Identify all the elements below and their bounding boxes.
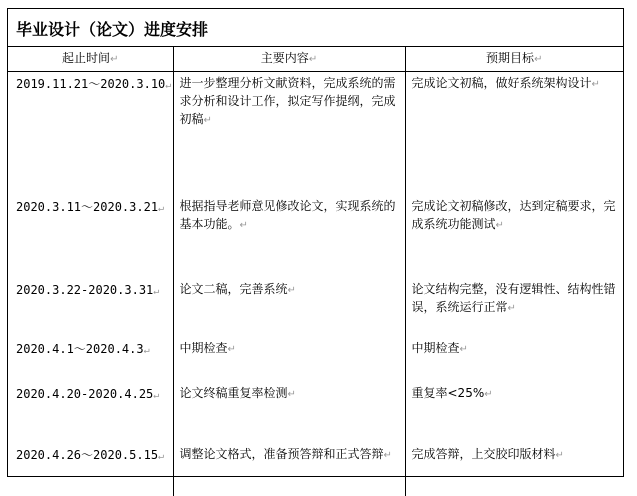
period-cell: [8, 278, 173, 337]
return-mark: ↵: [143, 345, 150, 356]
content-text: 中期检查: [179, 341, 228, 355]
header-content: [173, 47, 405, 72]
goal-text: 重复率<25%: [411, 386, 485, 400]
return-mark: ↵: [591, 79, 600, 90]
return-mark: ↵: [239, 220, 248, 231]
return-mark: ↵: [308, 54, 318, 65]
return-mark: ↵: [227, 344, 236, 355]
title-row: [8, 9, 623, 47]
return-mark: ↵: [459, 344, 468, 355]
return-mark: ↵: [555, 450, 564, 461]
return-mark: ↵: [203, 115, 212, 126]
period-text: 2019.11.21～2020.3.10: [16, 77, 166, 91]
goal-cell: [405, 72, 623, 196]
goal-cell: [405, 443, 623, 496]
return-mark: ↵: [110, 54, 119, 65]
content-cell: [173, 278, 405, 337]
goal-cell: [405, 337, 623, 382]
period-text: 2020.4.26～2020.5.15: [16, 448, 159, 462]
header-content-label: 主要内容: [260, 51, 309, 65]
content-text: 进一步整理分析文献资料，完成系统的需求分析和设计工作，拟定写作提纲，完成初稿: [179, 76, 396, 126]
goal-cell: [405, 382, 623, 443]
content-cell: [173, 195, 405, 278]
return-mark: ↵: [158, 451, 165, 462]
content-text: 论文终稿重复率检测: [179, 386, 288, 400]
period-cell: [8, 337, 173, 382]
content-text: 论文二稿，完善系统: [179, 282, 288, 296]
goal-text: 论文结构完整，没有逻辑性、结构性错误，系统运行正常: [411, 282, 616, 314]
return-mark: ↵: [153, 286, 160, 297]
table-row: [8, 382, 623, 443]
period-text: 2020.4.1～2020.4.3: [16, 342, 144, 356]
return-mark: ↵: [495, 220, 504, 231]
period-cell: [8, 195, 173, 278]
schedule-document: [7, 8, 624, 477]
return-mark: ↵: [287, 389, 296, 400]
content-cell: [173, 337, 405, 382]
table-row: [8, 72, 623, 196]
return-mark: ↵: [507, 303, 516, 314]
content-text: 根据指导老师意见修改论文，实现系统的基本功能。: [179, 199, 396, 231]
return-mark: ↵: [534, 54, 543, 65]
period-text: 2020.4.20-2020.4.25: [16, 387, 154, 401]
table-row: [8, 337, 623, 382]
schedule-table: [8, 47, 623, 496]
period-cell: [8, 382, 173, 443]
return-mark: ↵: [165, 80, 172, 91]
content-cell: [173, 382, 405, 443]
table-row: [8, 195, 623, 278]
period-cell: [8, 72, 173, 196]
table-row: [8, 278, 623, 337]
goal-cell: [405, 195, 623, 278]
content-cell: [173, 443, 405, 496]
content-cell: [173, 72, 405, 196]
return-mark: ↵: [383, 450, 392, 461]
period-cell: [8, 443, 173, 496]
return-mark: ↵: [158, 203, 165, 214]
goal-cell: [405, 278, 623, 337]
header-period: [8, 47, 173, 72]
document-title: 毕业设计（论文）进度安排: [16, 20, 209, 39]
table-row: [8, 443, 623, 496]
content-text: 调整论文格式，准备预答辩和正式答辩: [179, 447, 384, 461]
goal-text: 完成答辩，上交胶印版材料: [411, 447, 556, 461]
return-mark: ↵: [287, 285, 296, 296]
return-mark: ↵: [153, 390, 160, 401]
period-text: 2020.3.11～2020.3.21: [16, 200, 159, 214]
header-goal: [405, 47, 623, 72]
header-row: [8, 47, 623, 72]
goal-text: 完成论文初稿，做好系统架构设计: [411, 76, 592, 90]
header-period-label: 起止时间: [62, 51, 111, 65]
goal-text: 中期检查: [411, 341, 460, 355]
return-mark: ↵: [484, 389, 493, 400]
goal-text: 完成论文初稿修改，达到定稿要求，完成系统功能测试: [411, 199, 616, 231]
header-goal-label: 预期目标: [486, 51, 535, 65]
period-text: 2020.3.22-2020.3.31: [16, 283, 154, 297]
